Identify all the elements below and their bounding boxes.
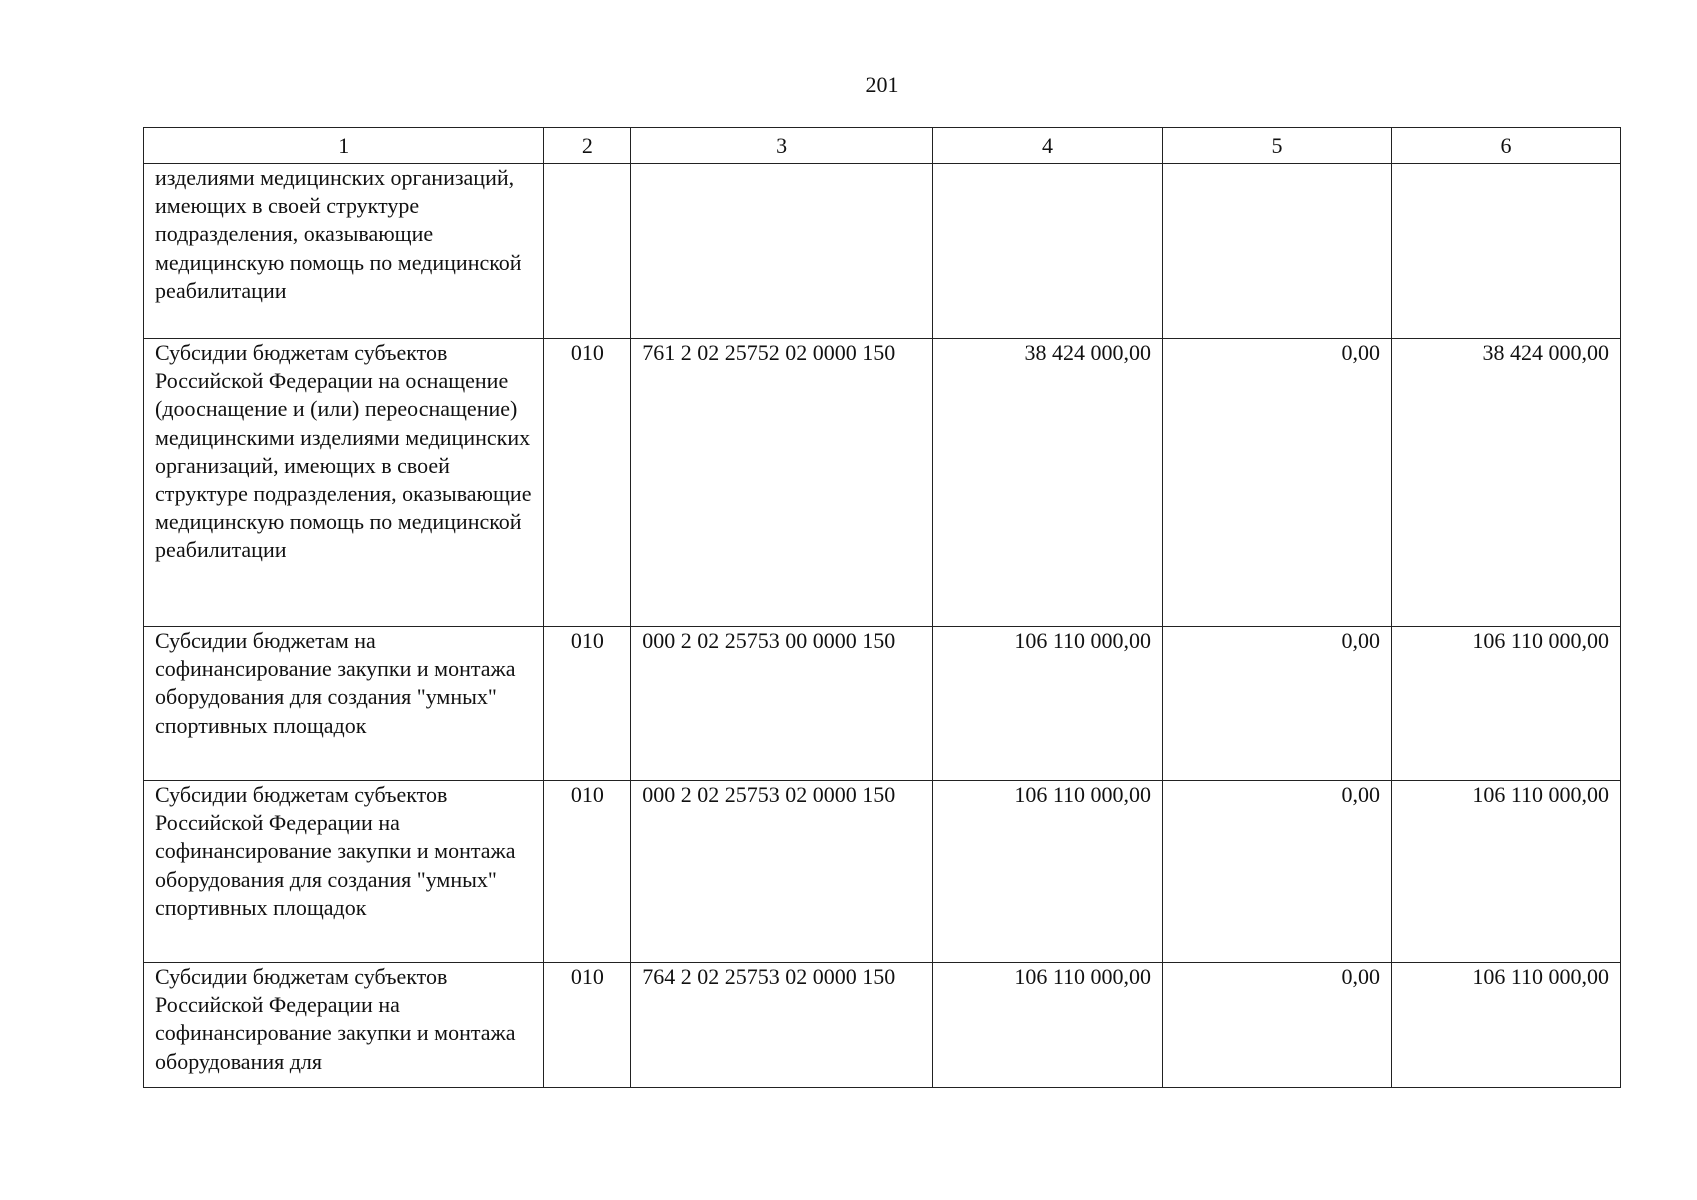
row-budget-code: 764 2 02 25753 02 0000 150 (631, 963, 933, 1088)
row-line-code (544, 164, 631, 339)
row-description: Субсидии бюджетам субъектов Российской Федерации на софинансирование закупки и монтажа оборудования для (144, 963, 544, 1088)
row-budget-code: 000 2 02 25753 00 0000 150 (631, 627, 933, 781)
row-amount-col4: 106 110 000,00 (932, 963, 1162, 1088)
row-budget-code: 761 2 02 25752 02 0000 150 (631, 339, 933, 627)
column-header-4: 4 (932, 128, 1162, 164)
row-amount-col4: 38 424 000,00 (932, 339, 1162, 627)
row-amount-col5: 0,00 (1163, 339, 1392, 627)
table-row (144, 963, 1621, 1088)
column-header-2: 2 (544, 128, 631, 164)
row-description: Субсидии бюджетам на софинансирование закупки и монтажа оборудования для создания "умных" спортивных площадок (144, 627, 544, 781)
row-line-code: 010 (544, 339, 631, 627)
row-line-code: 010 (544, 781, 631, 963)
row-amount-col4: 106 110 000,00 (932, 781, 1162, 963)
row-line-code: 010 (544, 627, 631, 781)
column-header-5: 5 (1163, 128, 1392, 164)
row-description: Субсидии бюджетам субъектов Российской Федерации на софинансирование закупки и монтажа оборудования для создания "умных" спортивных площадок (144, 781, 544, 963)
row-amount-col5: 0,00 (1163, 627, 1392, 781)
row-amount-col5: 0,00 (1163, 781, 1392, 963)
budget-table (143, 127, 1621, 1088)
row-amount-col5: 0,00 (1163, 963, 1392, 1088)
table-row (144, 781, 1621, 963)
column-header-1: 1 (144, 128, 544, 164)
row-budget-code: 000 2 02 25753 02 0000 150 (631, 781, 933, 963)
row-line-code: 010 (544, 963, 631, 1088)
row-amount-col6: 106 110 000,00 (1391, 963, 1620, 1088)
row-budget-code (631, 164, 933, 339)
row-amount-col4 (932, 164, 1162, 339)
table-row (144, 164, 1621, 339)
page-number: 201 (865, 72, 899, 97)
row-amount-col6: 106 110 000,00 (1391, 627, 1620, 781)
row-amount-col6: 106 110 000,00 (1391, 781, 1620, 963)
row-amount-col6: 38 424 000,00 (1391, 339, 1620, 627)
row-description: Субсидии бюджетам субъектов Российской Федерации на оснащение (дооснащение и (или) переоснащение) медицинскими изделиями медицинских организаций, имеющих в своей структуре подразделения, оказывающие медицинскую помощь по медицинской реабилитации (144, 339, 544, 627)
row-amount-col5 (1163, 164, 1392, 339)
row-amount-col6 (1391, 164, 1620, 339)
row-amount-col4: 106 110 000,00 (932, 627, 1162, 781)
column-header-3: 3 (631, 128, 933, 164)
table-row (144, 627, 1621, 781)
column-header-6: 6 (1391, 128, 1620, 164)
row-description: изделиями медицинских организаций, имеющих в своей структуре подразделения, оказывающие медицинскую помощь по медицинской реабилитации (144, 164, 544, 339)
table-header-row (144, 128, 1621, 164)
table-row (144, 339, 1621, 627)
